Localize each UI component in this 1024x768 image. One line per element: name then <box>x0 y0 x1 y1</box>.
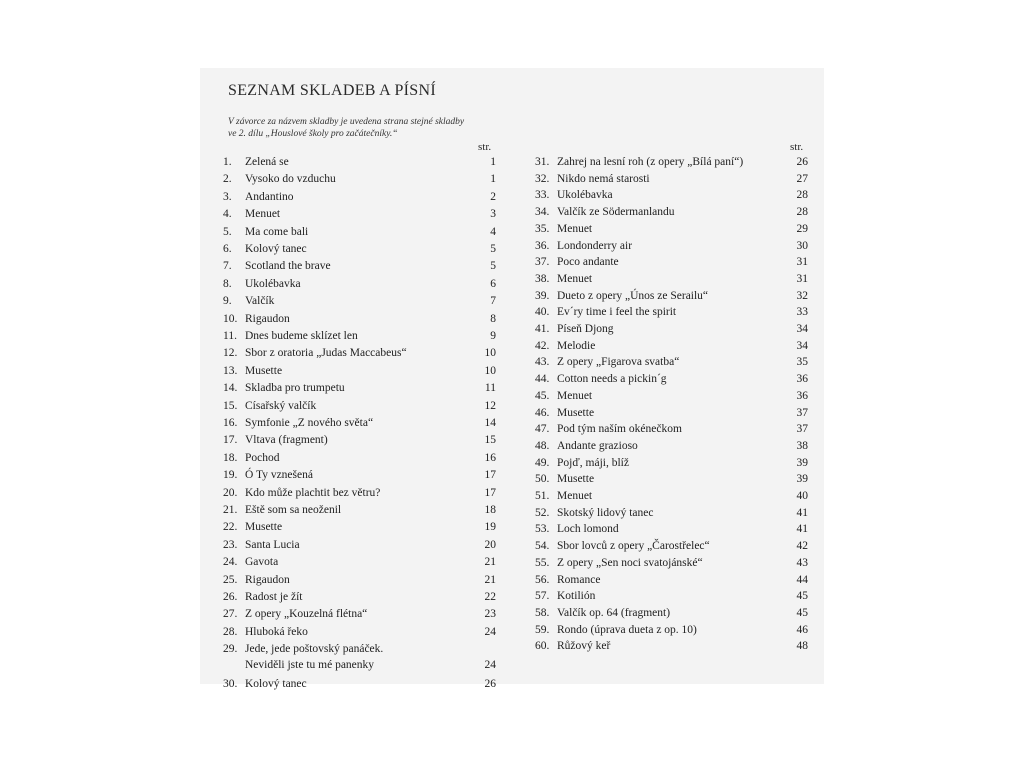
song-number: 13. <box>223 364 238 377</box>
song-number: 15. <box>223 399 238 412</box>
song-entry <box>223 171 496 187</box>
song-entry <box>535 588 808 604</box>
song-page-number: 17 <box>484 469 496 482</box>
song-page-number: 31 <box>796 256 808 269</box>
song-entry <box>223 293 496 309</box>
song-title: Z opery „Kouzelná flétna“ <box>245 608 368 621</box>
song-number: 8. <box>223 277 232 290</box>
song-title: Melodie <box>557 339 596 352</box>
song-number: 56. <box>535 573 550 586</box>
song-number: 21. <box>223 504 238 516</box>
song-title-continuation: Neviděli jste tu mé panenky <box>245 659 375 672</box>
song-entry <box>223 189 496 205</box>
song-title: Santa Lucia <box>245 538 300 551</box>
song-page-number: 40 <box>796 490 808 502</box>
song-entry <box>535 622 808 638</box>
song-entry <box>223 345 496 361</box>
song-title: Radost je žít <box>245 591 303 603</box>
song-number: 12. <box>223 347 238 360</box>
song-entry <box>223 502 496 518</box>
song-title: Ó Ty vznešená <box>245 469 313 482</box>
song-number: 24. <box>223 556 238 569</box>
song-title: Valčík ze Södermanlandu <box>557 206 675 219</box>
song-number: 18. <box>223 451 238 464</box>
song-entry <box>535 421 808 437</box>
song-page-number: 3 <box>490 208 496 221</box>
song-title: Kotilión <box>557 590 596 603</box>
song-page-number: 10 <box>484 364 496 377</box>
song-title: Musette <box>557 406 595 419</box>
song-page-number: 6 <box>490 277 496 290</box>
song-entry <box>535 638 808 654</box>
song-title: Eště som sa neoženil <box>245 504 342 516</box>
song-number: 48. <box>535 439 550 452</box>
song-page-number: 8 <box>490 312 496 325</box>
song-page-number: 9 <box>490 330 496 342</box>
song-number: 55. <box>535 556 550 569</box>
song-title: Sbor lovců z opery „Čarostřelec“ <box>557 540 710 553</box>
song-number: 51. <box>535 490 550 502</box>
song-title: Ev´ry time i feel the spirit <box>557 306 677 319</box>
song-entry <box>223 537 496 553</box>
song-page-number: 24 <box>484 625 496 638</box>
song-page-number: 2 <box>490 190 496 203</box>
song-title: Musette <box>245 364 283 377</box>
song-entry <box>535 572 808 588</box>
song-page-number: 48 <box>796 640 808 653</box>
song-entry <box>223 398 496 414</box>
song-number: 16. <box>223 417 238 429</box>
song-entry <box>223 519 496 535</box>
song-number: 41. <box>535 323 550 335</box>
song-entry <box>223 258 496 274</box>
song-page-number: 21 <box>484 556 496 569</box>
song-page-number: 43 <box>796 556 808 569</box>
song-entry <box>223 363 496 379</box>
song-page-number: 22 <box>484 591 496 603</box>
song-page-number: 42 <box>796 540 808 553</box>
song-title: Menuet <box>557 272 593 285</box>
song-entry <box>223 676 496 692</box>
song-entry <box>535 538 808 554</box>
right-page-header: str. <box>790 141 804 153</box>
song-number: 30. <box>223 678 238 690</box>
song-entry <box>535 154 808 170</box>
song-entry <box>223 328 496 344</box>
song-title: Menuet <box>557 389 593 402</box>
song-title: Z opery „Sen noci svatojánské“ <box>557 556 703 569</box>
song-title: Valčík <box>245 295 275 308</box>
song-page-number: 24 <box>484 659 496 672</box>
song-number: 7. <box>223 260 232 273</box>
song-title: Rondo (úprava dueta z op. 10) <box>557 623 697 636</box>
song-entry <box>535 521 808 537</box>
song-title: Londonderry air <box>557 239 633 252</box>
song-title: Zahrej na lesní roh (z opery „Bílá paní“) <box>557 156 744 168</box>
song-page-number: 45 <box>796 590 808 603</box>
song-number: 36. <box>535 239 550 252</box>
song-page-number: 45 <box>796 606 808 619</box>
song-title: Gavota <box>245 556 279 569</box>
song-entry <box>535 505 808 521</box>
song-number: 11. <box>223 330 237 342</box>
song-title: Menuet <box>245 208 281 221</box>
song-entry <box>535 238 808 254</box>
song-number: 50. <box>535 473 550 486</box>
song-number: 29. <box>223 643 238 656</box>
song-entry <box>223 554 496 570</box>
song-title: Kolový tanec <box>245 243 307 255</box>
song-entry <box>535 605 808 621</box>
song-title: Loch lomond <box>557 523 619 536</box>
song-page-number: 39 <box>796 456 808 469</box>
song-entry <box>535 354 808 370</box>
song-number: 35. <box>535 222 550 235</box>
song-number: 4. <box>223 208 232 221</box>
song-page-number: 36 <box>796 389 808 402</box>
song-page-number: 19 <box>484 521 496 534</box>
song-page-number: 26 <box>484 678 496 690</box>
song-title: Píseň Djong <box>557 323 614 335</box>
song-page-number: 41 <box>796 523 808 536</box>
song-number: 40. <box>535 306 550 319</box>
song-number: 23. <box>223 538 238 551</box>
song-page-number: 15 <box>484 434 496 447</box>
song-entry <box>535 371 808 387</box>
song-number: 32. <box>535 172 550 185</box>
song-number: 59. <box>535 623 550 636</box>
song-number: 14. <box>223 382 238 395</box>
song-number: 26. <box>223 591 238 603</box>
song-entry <box>535 338 808 354</box>
song-page-number: 20 <box>484 538 496 551</box>
song-number: 39. <box>535 289 550 302</box>
song-title: Menuet <box>557 222 593 235</box>
song-number: 31. <box>535 156 550 168</box>
song-title: Ma come bali <box>245 225 309 238</box>
song-page-number: 36 <box>796 373 808 386</box>
song-page-number: 38 <box>796 439 808 452</box>
song-page-number: 37 <box>796 423 808 436</box>
song-number: 5. <box>223 225 232 238</box>
song-page-number: 7 <box>490 295 496 308</box>
song-number: 53. <box>535 523 550 536</box>
song-number: 6. <box>223 243 232 255</box>
song-page-number: 5 <box>490 243 496 255</box>
intro-note <box>228 116 528 140</box>
song-title: Romance <box>557 573 601 586</box>
song-title: Jede, jede poštovský panáček. <box>245 643 384 656</box>
song-entry <box>535 388 808 404</box>
song-page-number: 39 <box>796 473 808 486</box>
song-title: Císařský valčík <box>245 399 317 412</box>
song-entry <box>223 415 496 431</box>
song-title: Ukolébavka <box>557 189 613 202</box>
song-entry <box>223 276 496 292</box>
song-title: Rigaudon <box>245 312 290 325</box>
song-number: 46. <box>535 406 550 419</box>
song-page-number: 46 <box>796 623 808 636</box>
song-entry <box>535 321 808 337</box>
song-number: 25. <box>223 573 238 586</box>
song-page-number: 27 <box>796 172 808 185</box>
song-page-number: 31 <box>796 272 808 285</box>
song-page-number: 37 <box>796 406 808 419</box>
song-page-number: 34 <box>796 323 808 335</box>
song-title: Symfonie „Z nového světa“ <box>245 417 374 429</box>
song-title: Skladba pro trumpetu <box>245 382 345 395</box>
song-title: Scotland the brave <box>245 260 331 273</box>
song-entry <box>535 221 808 237</box>
song-title: Vltava (fragment) <box>245 434 328 447</box>
song-entry <box>535 171 808 187</box>
song-number: 47. <box>535 423 550 436</box>
song-page-number: 30 <box>796 239 808 252</box>
song-entry <box>223 432 496 448</box>
song-number: 9. <box>223 295 232 308</box>
song-page-number: 16 <box>484 451 496 464</box>
song-page-number: 44 <box>796 573 808 586</box>
song-title: Vysoko do vzduchu <box>245 173 336 186</box>
song-number: 57. <box>535 590 550 603</box>
song-title: Rigaudon <box>245 573 290 586</box>
song-title: Musette <box>557 473 595 486</box>
song-number: 27. <box>223 608 238 621</box>
song-entry <box>223 624 496 640</box>
song-number: 54. <box>535 540 550 553</box>
intro-note-line: ve 2. dílu „Houslové školy pro začátečníky.“ <box>228 129 398 139</box>
song-number: 52. <box>535 506 550 519</box>
song-title: Dnes budeme sklízet len <box>245 330 358 342</box>
song-page-number: 28 <box>796 189 808 202</box>
song-entry <box>223 572 496 588</box>
song-entry <box>535 555 808 571</box>
song-entry <box>223 606 496 622</box>
song-number: 10. <box>223 312 238 325</box>
left-page-header: str. <box>478 141 492 153</box>
song-page-number: 12 <box>484 399 496 412</box>
song-title: Pojď, máji, blíž <box>557 456 629 469</box>
song-number: 43. <box>535 356 550 369</box>
song-number: 42. <box>535 339 550 352</box>
song-entry <box>535 488 808 504</box>
song-number: 45. <box>535 389 550 402</box>
song-title: Skotský lidový tanec <box>557 506 654 519</box>
song-entry <box>223 485 496 501</box>
song-page-number: 32 <box>796 289 808 302</box>
song-title: Andante grazioso <box>557 439 638 452</box>
song-number: 3. <box>223 190 232 203</box>
song-number: 60. <box>535 640 550 653</box>
song-entry <box>535 471 808 487</box>
song-title: Dueto z opery „Únos ze Serailu“ <box>557 289 709 302</box>
song-page-number: 23 <box>484 608 496 621</box>
song-page-number: 29 <box>796 222 808 235</box>
intro-note-line: V závorce za názvem skladby je uvedena strana stejné skladby <box>228 117 465 127</box>
song-page-number: 21 <box>484 573 496 586</box>
song-page-number: 10 <box>484 347 496 360</box>
song-page-number: 1 <box>490 173 496 186</box>
page-title: SEZNAM SKLADEB A PÍSNÍ <box>228 82 436 99</box>
song-number: 1. <box>223 156 232 168</box>
song-number: 34. <box>535 206 550 219</box>
song-number: 37. <box>535 256 550 269</box>
song-entry <box>223 206 496 222</box>
song-page-number: 33 <box>796 306 808 319</box>
song-number: 19. <box>223 469 238 482</box>
song-entry <box>223 154 496 170</box>
song-title: Kdo může plachtit bez větru? <box>245 486 381 499</box>
song-entry <box>535 288 808 304</box>
song-title: Menuet <box>557 490 593 502</box>
song-page-number: 14 <box>484 417 496 429</box>
song-entry <box>223 450 496 466</box>
song-number: 22. <box>223 521 238 534</box>
song-entry <box>535 254 808 270</box>
song-number: 33. <box>535 189 550 202</box>
song-page-number: 28 <box>796 206 808 219</box>
song-title: Hluboká řeko <box>245 625 308 638</box>
song-entry <box>223 467 496 483</box>
song-number: 17. <box>223 434 238 447</box>
song-page-number: 5 <box>490 260 496 273</box>
song-entry <box>535 455 808 471</box>
song-title: Pod tým naším okénečkom <box>557 423 682 436</box>
song-entry <box>535 204 808 220</box>
song-entry <box>223 224 496 240</box>
song-number: 38. <box>535 272 550 285</box>
song-title: Poco andante <box>557 256 619 269</box>
song-title: Cotton needs a pickin´g <box>557 373 667 386</box>
song-number: 2. <box>223 173 232 186</box>
song-page-number: 18 <box>484 504 496 516</box>
song-title: Zelená se <box>245 156 289 168</box>
song-entry <box>535 304 808 320</box>
song-number: 44. <box>535 373 550 386</box>
song-title: Nikdo nemá starosti <box>557 172 650 185</box>
song-entry <box>535 271 808 287</box>
song-number: 49. <box>535 456 550 469</box>
song-entry <box>223 380 496 396</box>
song-number: 58. <box>535 606 550 619</box>
song-page-number: 17 <box>484 486 496 499</box>
song-entry <box>223 589 496 605</box>
song-number: 20. <box>223 486 238 499</box>
song-entry <box>535 438 808 454</box>
song-page-number: 41 <box>796 506 808 519</box>
song-title: Valčík op. 64 (fragment) <box>557 606 671 619</box>
song-title: Musette <box>245 521 283 534</box>
song-page-number: 26 <box>796 156 808 168</box>
song-title: Andantino <box>245 190 294 203</box>
song-entry <box>223 311 496 327</box>
song-page-number: 34 <box>796 339 808 352</box>
song-entry <box>223 641 496 672</box>
song-page-number: 1 <box>490 156 496 168</box>
song-entry <box>223 241 496 257</box>
song-entry <box>535 405 808 421</box>
song-page-number: 4 <box>490 225 496 238</box>
song-title: Růžový keř <box>557 640 611 653</box>
song-entry <box>535 187 808 203</box>
song-title: Kolový tanec <box>245 678 307 690</box>
song-number: 28. <box>223 625 238 638</box>
song-title: Sbor z oratoria „Judas Maccabeus“ <box>245 347 407 360</box>
song-page-number: 11 <box>484 382 496 395</box>
song-page-number: 35 <box>796 356 808 369</box>
song-title: Ukolébavka <box>245 277 301 290</box>
song-title: Z opery „Figarova svatba“ <box>557 356 680 369</box>
song-title: Pochod <box>245 451 280 464</box>
